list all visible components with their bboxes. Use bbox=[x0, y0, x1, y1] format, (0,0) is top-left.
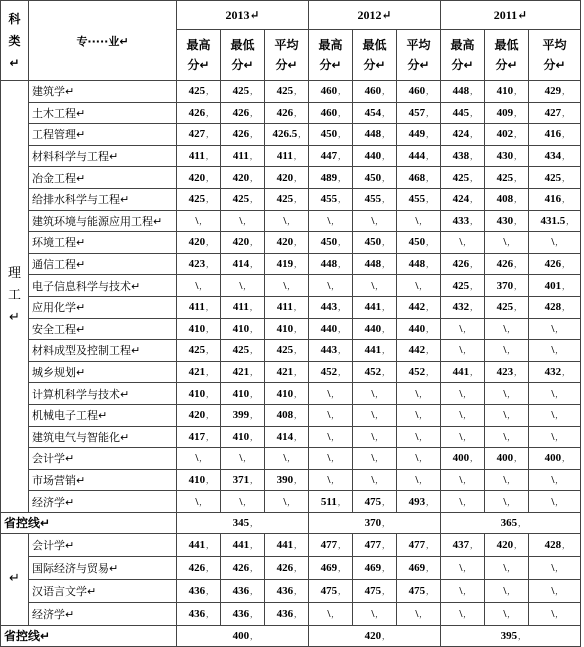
score-cell: \, bbox=[441, 426, 485, 448]
score-cell: 445, bbox=[441, 102, 485, 124]
table-row bbox=[1, 167, 581, 189]
score-cell: 469, bbox=[353, 556, 397, 579]
score-cell: \, bbox=[309, 426, 353, 448]
score-cell: 450, bbox=[309, 124, 353, 146]
score-cell: 410, bbox=[221, 426, 265, 448]
score-cell: 469, bbox=[397, 556, 441, 579]
score-cell: 426, bbox=[265, 556, 309, 579]
metric-header: 最高 分↵ bbox=[177, 30, 221, 81]
score-cell: \, bbox=[353, 602, 397, 625]
score-cell: \, bbox=[397, 602, 441, 625]
score-cell: 425, bbox=[485, 296, 529, 318]
score-cell: 401, bbox=[529, 275, 581, 297]
score-cell: \, bbox=[529, 602, 581, 625]
score-cell: 416, bbox=[529, 124, 581, 146]
score-cell: 425, bbox=[485, 167, 529, 189]
major-name: 经济学↵ bbox=[29, 491, 177, 513]
score-cell: 441, bbox=[221, 533, 265, 556]
major-name: 土木工程↵ bbox=[29, 102, 177, 124]
metric-header: 最低 分↵ bbox=[485, 30, 529, 81]
score-cell: \, bbox=[265, 448, 309, 470]
score-cell: \, bbox=[177, 491, 221, 513]
score-cell: 410, bbox=[177, 318, 221, 340]
control-line-value: 370, bbox=[309, 512, 441, 533]
score-cell: 455, bbox=[353, 188, 397, 210]
control-line-row bbox=[1, 512, 581, 533]
table-row bbox=[1, 318, 581, 340]
score-cell: 436, bbox=[221, 579, 265, 602]
score-cell: 440, bbox=[397, 318, 441, 340]
score-cell: 457, bbox=[397, 102, 441, 124]
score-cell: 425, bbox=[177, 188, 221, 210]
score-cell: \, bbox=[529, 340, 581, 362]
major-name: 城乡规划↵ bbox=[29, 361, 177, 383]
score-cell: 460, bbox=[309, 81, 353, 103]
score-cell: 425, bbox=[177, 340, 221, 362]
score-cell: 460, bbox=[397, 81, 441, 103]
major-name: 安全工程↵ bbox=[29, 318, 177, 340]
metric-header: 最低 分↵ bbox=[353, 30, 397, 81]
score-cell: \, bbox=[265, 491, 309, 513]
score-cell: 477, bbox=[309, 533, 353, 556]
major-name: 机械电子工程↵ bbox=[29, 404, 177, 426]
score-cell: 408, bbox=[265, 404, 309, 426]
score-cell: 425, bbox=[221, 81, 265, 103]
score-cell: \, bbox=[353, 210, 397, 232]
table-row bbox=[1, 361, 581, 383]
score-cell: 452, bbox=[309, 361, 353, 383]
score-cell: 438, bbox=[441, 145, 485, 167]
score-cell: 441, bbox=[265, 533, 309, 556]
metric-header: 最低 分↵ bbox=[221, 30, 265, 81]
control-line-label: 省控线↵ bbox=[1, 625, 177, 646]
score-cell: 426, bbox=[177, 556, 221, 579]
score-cell: 455, bbox=[309, 188, 353, 210]
score-cell: 433, bbox=[441, 210, 485, 232]
score-cell: 448, bbox=[397, 253, 441, 275]
score-cell: 410, bbox=[265, 383, 309, 405]
score-cell: \, bbox=[309, 448, 353, 470]
score-cell: 475, bbox=[397, 579, 441, 602]
control-line-label: 省控线↵ bbox=[1, 512, 177, 533]
score-cell: \, bbox=[441, 383, 485, 405]
score-cell: \, bbox=[177, 210, 221, 232]
score-cell: \, bbox=[485, 340, 529, 362]
score-cell: 430, bbox=[485, 145, 529, 167]
score-cell: \, bbox=[485, 404, 529, 426]
major-name: 建筑学↵ bbox=[29, 81, 177, 103]
score-cell: 436, bbox=[265, 579, 309, 602]
score-cell: \, bbox=[221, 448, 265, 470]
score-cell: \, bbox=[485, 556, 529, 579]
score-cell: \, bbox=[309, 404, 353, 426]
score-cell: 469, bbox=[309, 556, 353, 579]
score-cell: \, bbox=[529, 426, 581, 448]
score-cell: 432, bbox=[441, 296, 485, 318]
score-cell: \, bbox=[397, 448, 441, 470]
score-cell: \, bbox=[441, 556, 485, 579]
score-cell: \, bbox=[353, 426, 397, 448]
science-section bbox=[1, 81, 581, 513]
major-name: 材料成型及控制工程↵ bbox=[29, 340, 177, 362]
major-name: 工程管理↵ bbox=[29, 124, 177, 146]
score-cell: 420, bbox=[485, 533, 529, 556]
score-cell: 468, bbox=[397, 167, 441, 189]
table-row bbox=[1, 145, 581, 167]
control-line-value: 420, bbox=[309, 625, 441, 646]
score-cell: \, bbox=[397, 275, 441, 297]
score-cell: \, bbox=[485, 579, 529, 602]
score-cell: 411, bbox=[265, 296, 309, 318]
control-line-value: 345, bbox=[177, 512, 309, 533]
score-cell: 460, bbox=[309, 102, 353, 124]
major-name: 环境工程↵ bbox=[29, 232, 177, 254]
score-cell: \, bbox=[485, 491, 529, 513]
metric-header: 最高 分↵ bbox=[309, 30, 353, 81]
score-cell: \, bbox=[353, 469, 397, 491]
score-cell: 424, bbox=[441, 124, 485, 146]
metric-header: 平均 分↵ bbox=[265, 30, 309, 81]
score-cell: 426, bbox=[485, 253, 529, 275]
control-line-value: 365, bbox=[441, 512, 581, 533]
score-cell: 437, bbox=[441, 533, 485, 556]
score-cell: 440, bbox=[353, 318, 397, 340]
category-header: 科 类↵ bbox=[1, 1, 29, 81]
score-cell: \, bbox=[441, 579, 485, 602]
liberal-control-line bbox=[1, 625, 581, 646]
score-cell: 426, bbox=[221, 124, 265, 146]
score-cell: 450, bbox=[309, 232, 353, 254]
score-cell: \, bbox=[397, 426, 441, 448]
score-cell: 447, bbox=[309, 145, 353, 167]
score-cell: 399, bbox=[221, 404, 265, 426]
table-row bbox=[1, 491, 581, 513]
science-control-line bbox=[1, 512, 581, 533]
score-cell: \, bbox=[441, 232, 485, 254]
control-line-value: 400, bbox=[177, 625, 309, 646]
metric-header: 最高 分↵ bbox=[441, 30, 485, 81]
score-cell: 426, bbox=[265, 102, 309, 124]
score-cell: 427, bbox=[529, 102, 581, 124]
score-cell: 420, bbox=[265, 167, 309, 189]
major-name: 通信工程↵ bbox=[29, 253, 177, 275]
score-cell: 411, bbox=[221, 145, 265, 167]
major-header: 专·····业↵ bbox=[29, 1, 177, 81]
score-cell: \, bbox=[441, 404, 485, 426]
score-cell: 411, bbox=[221, 296, 265, 318]
score-cell: 417, bbox=[177, 426, 221, 448]
score-cell: \, bbox=[221, 275, 265, 297]
score-cell: 420, bbox=[177, 404, 221, 426]
major-name: 应用化学↵ bbox=[29, 296, 177, 318]
score-cell: 432, bbox=[529, 361, 581, 383]
score-cell: 402, bbox=[485, 124, 529, 146]
score-cell: 416, bbox=[529, 188, 581, 210]
score-cell: 436, bbox=[221, 602, 265, 625]
score-cell: 443, bbox=[309, 296, 353, 318]
score-cell: 410, bbox=[265, 318, 309, 340]
score-cell: 441, bbox=[441, 361, 485, 383]
score-cell: 455, bbox=[397, 188, 441, 210]
score-cell: \, bbox=[353, 404, 397, 426]
table-row bbox=[1, 448, 581, 470]
table-row bbox=[1, 533, 581, 556]
score-cell: 450, bbox=[353, 232, 397, 254]
score-cell: 390, bbox=[265, 469, 309, 491]
score-cell: 477, bbox=[397, 533, 441, 556]
score-cell: \, bbox=[529, 579, 581, 602]
score-cell: 425, bbox=[441, 275, 485, 297]
score-cell: 440, bbox=[309, 318, 353, 340]
score-cell: \, bbox=[397, 469, 441, 491]
score-cell: 511, bbox=[309, 491, 353, 513]
score-cell: 452, bbox=[353, 361, 397, 383]
score-cell: 420, bbox=[177, 167, 221, 189]
score-cell: 475, bbox=[353, 491, 397, 513]
score-cell: 409, bbox=[485, 102, 529, 124]
score-cell: \, bbox=[485, 383, 529, 405]
score-cell: 436, bbox=[177, 602, 221, 625]
score-cell: \, bbox=[397, 210, 441, 232]
score-cell: \, bbox=[441, 491, 485, 513]
score-cell: 431.5, bbox=[529, 210, 581, 232]
metric-header: 平均 分↵ bbox=[397, 30, 441, 81]
score-cell: \, bbox=[265, 210, 309, 232]
table-row bbox=[1, 210, 581, 232]
score-cell: \, bbox=[177, 448, 221, 470]
score-cell: 425, bbox=[441, 167, 485, 189]
score-cell: 370, bbox=[485, 275, 529, 297]
score-cell: 414, bbox=[265, 426, 309, 448]
score-cell: 444, bbox=[397, 145, 441, 167]
score-cell: \, bbox=[309, 469, 353, 491]
category-label: ↵ bbox=[1, 533, 29, 625]
score-cell: 420, bbox=[265, 232, 309, 254]
score-cell: 454, bbox=[353, 102, 397, 124]
score-cell: 450, bbox=[397, 232, 441, 254]
score-cell: 408, bbox=[485, 188, 529, 210]
control-line-row bbox=[1, 625, 581, 646]
table-row bbox=[1, 469, 581, 491]
score-cell: 436, bbox=[177, 579, 221, 602]
score-cell: 448, bbox=[441, 81, 485, 103]
major-name: 会计学↵ bbox=[29, 448, 177, 470]
score-cell: 420, bbox=[221, 167, 265, 189]
score-cell: \, bbox=[441, 469, 485, 491]
score-cell: 421, bbox=[221, 361, 265, 383]
table-row bbox=[1, 602, 581, 625]
major-name: 经济学↵ bbox=[29, 602, 177, 625]
score-cell: \, bbox=[441, 602, 485, 625]
major-name: 建筑电气与智能化↵ bbox=[29, 426, 177, 448]
score-cell: 410, bbox=[221, 318, 265, 340]
year-header-2012: 2012↵ bbox=[309, 1, 441, 30]
table-row bbox=[1, 296, 581, 318]
score-cell: 460, bbox=[353, 81, 397, 103]
score-cell: 448, bbox=[353, 124, 397, 146]
table-row bbox=[1, 556, 581, 579]
score-cell: 426, bbox=[529, 253, 581, 275]
score-cell: 426, bbox=[221, 102, 265, 124]
score-cell: 425, bbox=[265, 340, 309, 362]
score-cell: \, bbox=[485, 232, 529, 254]
table-row bbox=[1, 188, 581, 210]
score-cell: 400, bbox=[485, 448, 529, 470]
score-cell: \, bbox=[529, 383, 581, 405]
major-name: 国际经济与贸易↵ bbox=[29, 556, 177, 579]
score-cell: \, bbox=[397, 383, 441, 405]
score-cell: 400, bbox=[441, 448, 485, 470]
score-cell: 411, bbox=[265, 145, 309, 167]
table-row bbox=[1, 340, 581, 362]
major-name: 建筑环境与能源应用工程↵ bbox=[29, 210, 177, 232]
score-cell: 441, bbox=[177, 533, 221, 556]
major-name: 计算机科学与技术↵ bbox=[29, 383, 177, 405]
table-row bbox=[1, 426, 581, 448]
score-cell: 411, bbox=[177, 296, 221, 318]
score-cell: \, bbox=[353, 448, 397, 470]
score-cell: 430, bbox=[485, 210, 529, 232]
score-cell: 426, bbox=[221, 556, 265, 579]
score-cell: \, bbox=[529, 491, 581, 513]
score-cell: \, bbox=[309, 210, 353, 232]
category-label: 理 工↵ bbox=[1, 81, 29, 513]
score-cell: 441, bbox=[353, 296, 397, 318]
major-name: 会计学↵ bbox=[29, 533, 177, 556]
major-name: 冶金工程↵ bbox=[29, 167, 177, 189]
score-cell: \, bbox=[221, 210, 265, 232]
score-cell: \, bbox=[265, 275, 309, 297]
score-cell: \, bbox=[485, 469, 529, 491]
table-row bbox=[1, 253, 581, 275]
score-cell: \, bbox=[397, 404, 441, 426]
score-cell: 428, bbox=[529, 296, 581, 318]
score-cell: \, bbox=[353, 383, 397, 405]
score-cell: 475, bbox=[309, 579, 353, 602]
score-cell: 410, bbox=[177, 469, 221, 491]
score-cell: 441, bbox=[353, 340, 397, 362]
score-cell: \, bbox=[177, 275, 221, 297]
table-row bbox=[1, 579, 581, 602]
score-cell: 425, bbox=[265, 188, 309, 210]
score-cell: 420, bbox=[221, 232, 265, 254]
score-cell: 489, bbox=[309, 167, 353, 189]
score-cell: \, bbox=[529, 404, 581, 426]
score-cell: 426.5, bbox=[265, 124, 309, 146]
score-cell: 421, bbox=[177, 361, 221, 383]
score-cell: \, bbox=[309, 275, 353, 297]
score-cell: 420, bbox=[177, 232, 221, 254]
score-cell: 424, bbox=[441, 188, 485, 210]
score-cell: 448, bbox=[353, 253, 397, 275]
score-cell: 426, bbox=[177, 102, 221, 124]
score-cell: \, bbox=[441, 318, 485, 340]
score-cell: 426, bbox=[441, 253, 485, 275]
score-cell: \, bbox=[529, 318, 581, 340]
score-cell: 428, bbox=[529, 533, 581, 556]
score-cell: 477, bbox=[353, 533, 397, 556]
score-cell: 434, bbox=[529, 145, 581, 167]
table-row bbox=[1, 383, 581, 405]
score-cell: 425, bbox=[177, 81, 221, 103]
major-name: 材料科学与工程↵ bbox=[29, 145, 177, 167]
liberal-section bbox=[1, 533, 581, 625]
score-cell: \, bbox=[221, 491, 265, 513]
score-cell: 421, bbox=[265, 361, 309, 383]
score-cell: 425, bbox=[221, 188, 265, 210]
score-cell: 449, bbox=[397, 124, 441, 146]
score-cell: 410, bbox=[485, 81, 529, 103]
score-cell: 448, bbox=[309, 253, 353, 275]
score-cell: \, bbox=[485, 602, 529, 625]
score-cell: 419, bbox=[265, 253, 309, 275]
header-row-years bbox=[1, 1, 581, 30]
score-cell: \, bbox=[485, 318, 529, 340]
score-cell: 452, bbox=[397, 361, 441, 383]
major-name: 市场营销↵ bbox=[29, 469, 177, 491]
metric-header: 平均 分↵ bbox=[529, 30, 581, 81]
score-cell: 371, bbox=[221, 469, 265, 491]
score-cell: \, bbox=[309, 602, 353, 625]
table-row bbox=[1, 404, 581, 426]
score-cell: 411, bbox=[177, 145, 221, 167]
score-cell: 410, bbox=[221, 383, 265, 405]
score-cell: 423, bbox=[177, 253, 221, 275]
score-cell: 436, bbox=[265, 602, 309, 625]
year-header-2011: 2011↵ bbox=[441, 1, 581, 30]
year-header-2013: 2013↵ bbox=[177, 1, 309, 30]
major-name: 电子信息科学与技术↵ bbox=[29, 275, 177, 297]
control-line-value: 395, bbox=[441, 625, 581, 646]
score-cell: 475, bbox=[353, 579, 397, 602]
score-cell: 450, bbox=[353, 167, 397, 189]
table-row bbox=[1, 81, 581, 103]
score-cell: 429, bbox=[529, 81, 581, 103]
major-name: 给排水科学与工程↵ bbox=[29, 188, 177, 210]
score-cell: 414, bbox=[221, 253, 265, 275]
score-cell: 493, bbox=[397, 491, 441, 513]
major-name: 汉语言文学↵ bbox=[29, 579, 177, 602]
table-row bbox=[1, 232, 581, 254]
score-cell: \, bbox=[529, 469, 581, 491]
table-row bbox=[1, 124, 581, 146]
score-cell: 427, bbox=[177, 124, 221, 146]
score-cell: 400, bbox=[529, 448, 581, 470]
score-cell: 442, bbox=[397, 296, 441, 318]
score-cell: \, bbox=[353, 275, 397, 297]
score-cell: \, bbox=[485, 426, 529, 448]
score-cell: \, bbox=[309, 383, 353, 405]
score-cell: \, bbox=[529, 232, 581, 254]
score-cell: 440, bbox=[353, 145, 397, 167]
score-cell: 410, bbox=[177, 383, 221, 405]
score-cell: 443, bbox=[309, 340, 353, 362]
table-row bbox=[1, 102, 581, 124]
table-row bbox=[1, 275, 581, 297]
score-cell: 425, bbox=[529, 167, 581, 189]
score-cell: 425, bbox=[221, 340, 265, 362]
score-cell: 425, bbox=[265, 81, 309, 103]
score-cell: 442, bbox=[397, 340, 441, 362]
score-cell: \, bbox=[529, 556, 581, 579]
score-cell: 423, bbox=[485, 361, 529, 383]
score-cell: \, bbox=[441, 340, 485, 362]
